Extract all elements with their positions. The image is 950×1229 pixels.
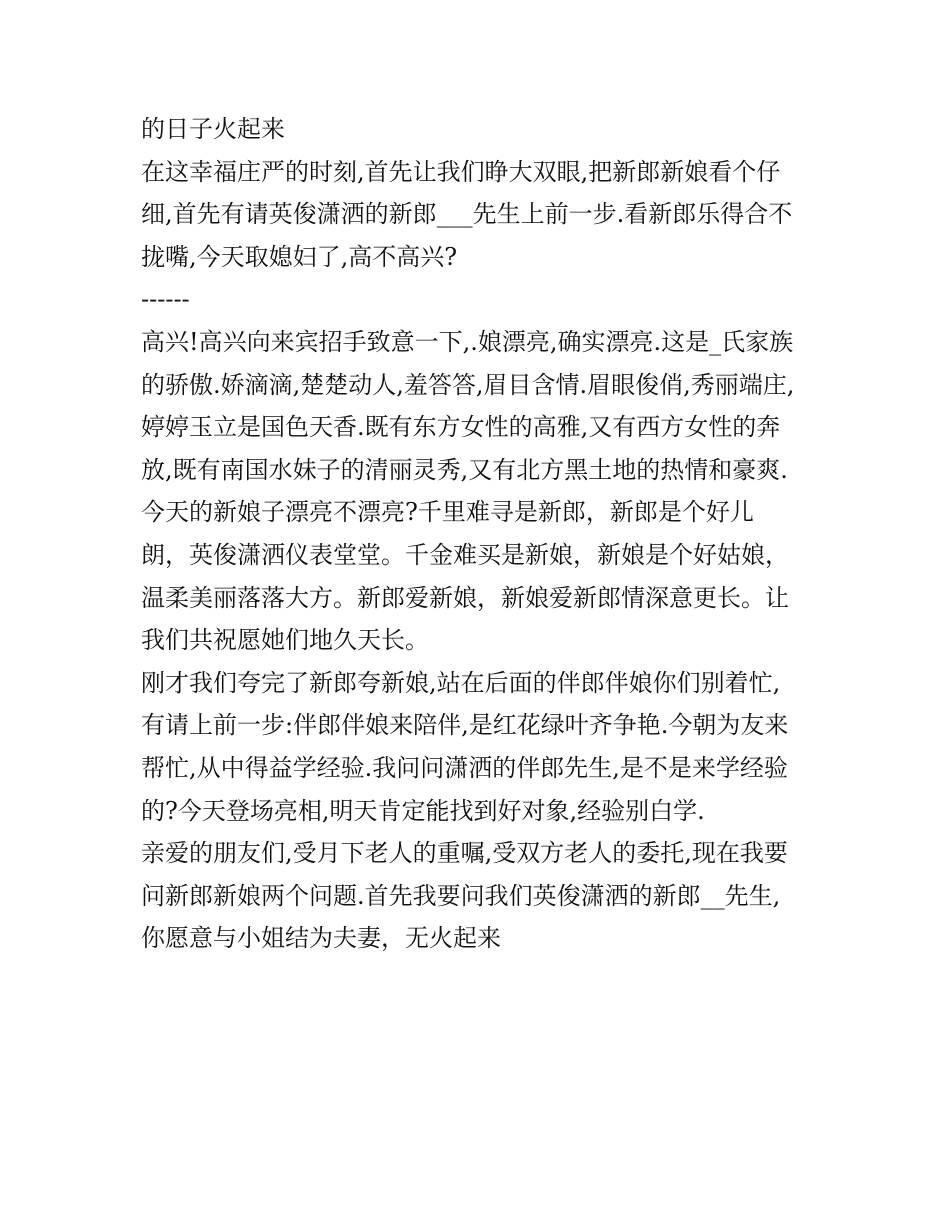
separator-line: ------ — [141, 285, 190, 314]
text-line: 我们共祝愿她们地久天长。 — [141, 626, 429, 655]
text-line: 温柔美丽落落大方。新郎爱新娘，新娘爱新郎情深意更长。让 — [141, 583, 789, 612]
text-line: 在这幸福庄严的时刻,首先让我们睁大双眼,把新郎新娘看个仔 — [141, 157, 781, 186]
text-line: 的日子火起来 — [141, 115, 285, 143]
text-line: 拢嘴,今天取媳妇了,高不高兴? — [141, 242, 458, 271]
text-line: 放,既有南国水妹子的清丽灵秀,又有北方黑土地的热情和豪爽. — [141, 455, 788, 484]
text-line: 的骄傲.娇滴滴,楚楚动人,羞答答,眉目含情.眉眼俊俏,秀丽端庄, — [141, 370, 795, 399]
text-line: 细,首先有请英俊潇洒的新郎___先生上前一步.看新郎乐得合不 — [141, 200, 793, 229]
text-line: 朗，英俊潇洒仪表堂堂。千金难买是新娘，新娘是个好姑娘， — [141, 540, 789, 569]
text-line: 有请上前一步:伴郎伴娘来陪伴,是红花绿叶齐争艳.今朝为友来 — [141, 711, 789, 740]
text-line: 刚才我们夸完了新郎夸新娘,站在后面的伴郎伴娘你们别着忙, — [141, 668, 781, 697]
document-body — [141, 108, 821, 960]
text-line: 的?今天登场亮相,明天肯定能找到好对象,经验别白学. — [141, 796, 705, 825]
text-line: 亲爱的朋友们,受月下老人的重嘱,受双方老人的委托,现在我要 — [141, 839, 788, 868]
text-line: 婷婷玉立是国色天香.既有东方女性的高雅,又有西方女性的奔 — [141, 413, 781, 442]
text-line: 高兴!高兴向来宾招手致意一下,.娘漂亮,确实漂亮.这是_氏家族 — [141, 327, 794, 356]
text-line: 问新郎新娘两个问题.首先我要问我们英俊潇洒的新郎__先生, — [141, 881, 781, 910]
text-line: 今天的新娘子漂亮不漂亮?千里难寻是新郎，新郎是个好儿 — [141, 498, 754, 527]
text-line: 帮忙,从中得益学经验.我问问潇洒的伴郎先生,是不是来学经验 — [141, 753, 788, 782]
text-line: 你愿意与小姐结为夫妻，无火起来 — [141, 924, 501, 953]
